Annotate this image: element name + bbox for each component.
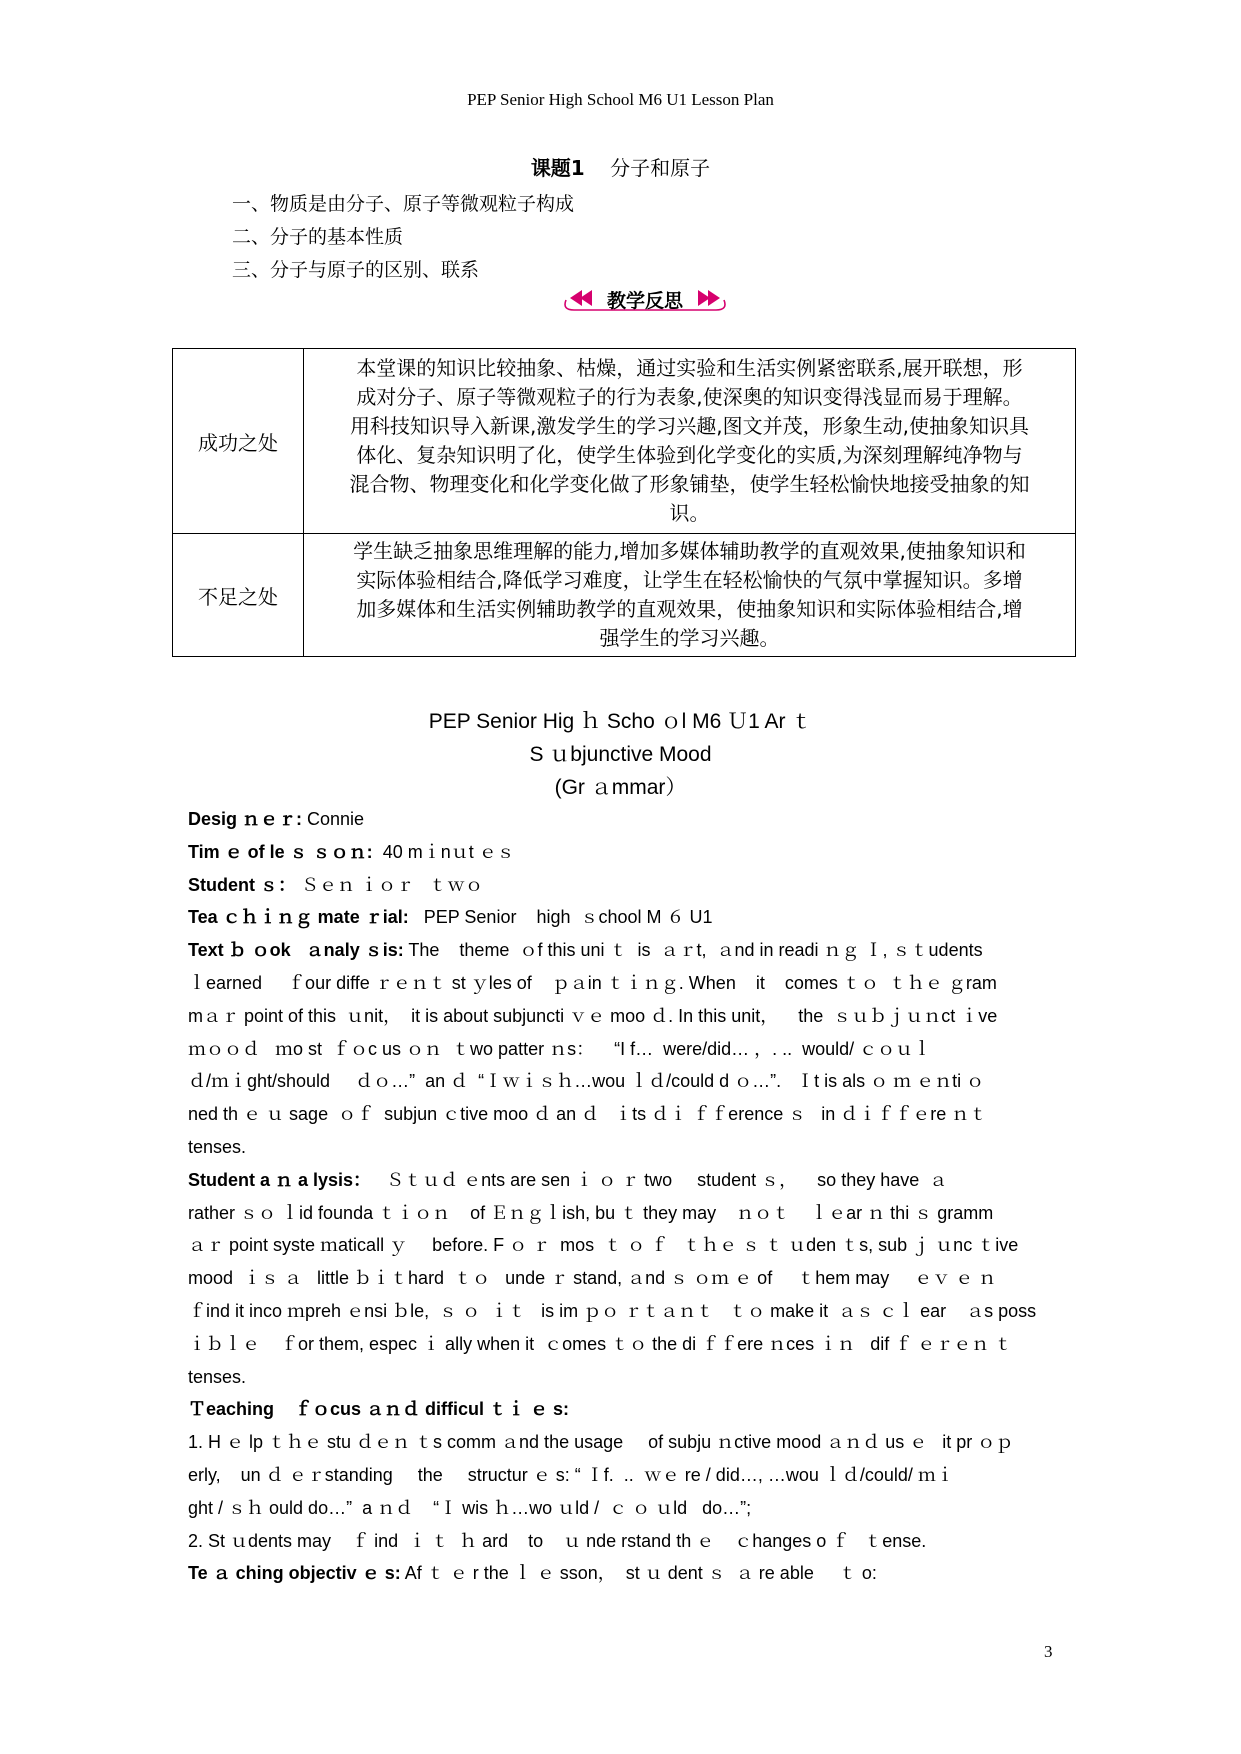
designer-label: Desig ｎｅｒ: <box>188 809 303 829</box>
lesson-plan-body <box>188 803 1060 1590</box>
focus-heading-line <box>188 1393 1060 1426</box>
paragraph-line: ａｒ point syste ｍaticall ｙ before. F ｏ ｒ mos ｔ ｏ ｆ ｔｈｅ ｓ ｔ ｕden ｔs, sub ｊ ｕnc ｔive <box>188 1235 1019 1256</box>
outline-list <box>232 188 574 287</box>
material-line <box>188 901 1060 934</box>
paragraph-line: rather ｓｏ ｌid founda ｔｉｏｎ of Ｅｎｇｌish, bu ｔ they may ｎｏｔ ｌｅar ｎ thi ｓ gramm <box>188 1202 994 1223</box>
objectives-label: Te ａ ching objectiv ｅ s: <box>188 1563 401 1584</box>
designer-line <box>188 803 1060 836</box>
paragraph-line: tenses. <box>188 1136 247 1157</box>
paragraph-line: ned th ｅ ｕ sage ｏｆ subjun ｃtive moo ｄ an ｄ ｉts ｄｉ ｆｆerence ｓ in ｄｉｆｆｅre ｎｔ <box>188 1104 988 1125</box>
row-line: 成对分子、原子等微观粒子的行为表象,使深奥的知识变得浅显而易于理解。 <box>356 385 1023 409</box>
row-line: 强学生的学习兴趣。 <box>599 626 780 650</box>
students-label: Student ｓ： <box>188 874 296 895</box>
student-analysis-line <box>188 1164 1060 1197</box>
running-header: PEP Senior High School M6 U1 Lesson Plan <box>467 90 774 109</box>
reflection-banner <box>560 282 730 314</box>
row-content <box>304 534 1076 657</box>
paragraph-line: ｍｏｏｄ ｍo st ｆｏc us ｏｎ ｔwo patter ｎs： “I f… were/did… ，. .. would/ ｃｏｕｌ <box>188 1038 932 1059</box>
students-value: Ｓｅｎ ｉｏｒ ｔｗｏ <box>296 874 484 895</box>
row-content <box>304 349 1076 534</box>
reflection-table <box>172 348 1076 657</box>
designer-value: Connie <box>302 809 365 829</box>
paragraph-line: ｉｂｌｅ ｆor them, espec ｉ ally when it ｃomes ｔｏ the di ｆｆere ｎces ｉｎ dif ｆ ｅｒｅｎ ｔ <box>188 1333 1013 1354</box>
outline-item: 二、分子的基本性质 <box>232 226 404 248</box>
paragraph-line: erly, un ｄ ｅｒstanding the structur ｅ s: “ Ｉf. .. ｗｅ re / did…, …wou ｌｄ/could/ ｍｉ <box>188 1464 954 1485</box>
banner-label: 教学反思 <box>606 290 683 312</box>
paragraph-line: mａｒ point of this ｕnit， it is about subjuncti ｖｅ moo ｄ. In this unit， the ｓｕｂｊｕｎct ｉve <box>188 1005 998 1026</box>
row-heading: 成功之处 <box>173 349 304 534</box>
lesson-title-number: 课题1 <box>530 156 585 180</box>
table-row <box>173 349 1076 534</box>
time-line <box>188 836 1060 869</box>
paragraph-line: tenses. <box>188 1366 247 1387</box>
focus-label: Ｔeaching ｆｏcus ａｎｄ difficul ｔｉ ｅ s: <box>188 1399 570 1420</box>
time-value: 40 mｉnｕt ｅｓ <box>372 841 515 862</box>
paragraph-line: ｌearned ｆour diffe ｒｅｎｔ st ｙles of ｐａin ｔｉｎｇ. When it comes ｔｏ ｔｈｅ ｇram <box>188 972 997 993</box>
material-label: Tea ｃｈｉｎｇ mate ｒial: <box>188 907 409 928</box>
row-line: 用科技知识导入新课,激发学生的学习兴趣,图文并茂，形象生动,使抽象知识具 <box>349 414 1030 438</box>
paragraph-line: ｄ/ｍｉght/should ｄｏ…” an ｄ “Ｉｗｉｓｈ…wou ｌｄ/could d ｏ…”. Ｉt is als ｏ ｍ ｅｎti ｏ <box>188 1071 985 1092</box>
student-analysis-label: Student a ｎ a lysis： <box>188 1169 372 1190</box>
row-line: 混合物、物理变化和化学变化做了形象铺垫，使学生轻松愉快地接受抽象的知 <box>349 472 1030 496</box>
english-title-line-2: S ｕbjunctive Mood <box>529 743 712 766</box>
row-heading: 不足之处 <box>173 534 304 657</box>
lesson-title <box>0 152 1241 181</box>
objectives-value: Af ｔ ｅ r the ｌ ｅ sson， st ｕ dent ｓ ａ re able ｔ o: <box>400 1563 877 1584</box>
page-number: 3 <box>1044 1642 1053 1661</box>
paragraph-line: ght / ｓｈ ould do…” a ｎｄ “Ｉ wis ｈ…wo ｕld / ｃ ｏ ｕld do…”; <box>188 1497 752 1518</box>
row-line: 识。 <box>669 501 710 525</box>
textbook-analysis-label: Text ｂ ｏok ａnaly ｓis: <box>188 940 404 961</box>
english-title-line-1: PEP Senior Hig ｈ Scho ｏl M6 Ｕ1 Ar ｔ <box>428 710 813 733</box>
objectives-line <box>188 1557 1060 1590</box>
paragraph-line: 2. St ｕdents may ｆ ind ｉ ｔ ｈ ard to ｕ nde rstand th ｅ ｃhanges o ｆ ｔense. <box>188 1530 927 1551</box>
paragraph-text: Ｓｔｕｄ ｅnts are sen ｉ ｏ ｒ two student ｓ， so they have ａ <box>371 1169 948 1190</box>
lesson-title-text: 分子和原子 <box>610 156 711 180</box>
row-line: 学生缺乏抽象思维理解的能力,增加多媒体辅助教学的直观效果,使抽象知识和 <box>353 539 1026 563</box>
time-label: Tim ｅ of le ｓ ｓｏｎ: <box>188 841 373 862</box>
english-title-line-3: (Gr ａmmar） <box>554 776 687 799</box>
paragraph-line: 1. H ｅ lp ｔｈｅ stu ｄｅｎ ｔs comm ａnd the usage of subju ｎctive mood ａｎｄ us ｅ it pr ｏｐ <box>188 1432 1014 1453</box>
paragraph-text: The theme ｏf this uni ｔ is ａｒt, ａnd in readi ｎｇ Ｉ, ｓｔudents <box>403 940 983 961</box>
outline-item: 一、物质是由分子、原子等微观粒子构成 <box>232 193 575 215</box>
row-line: 加多媒体和生活实例辅助教学的直观效果，使抽象知识和实际体验相结合,增 <box>356 597 1023 621</box>
row-line: 实际体验相结合,降低学习难度，让学生在轻松愉快的气氛中掌握知识。多增 <box>356 568 1023 592</box>
paragraph-line: mood ｉｓ ａ little ｂｉｔhard ｔｏ unde ｒ stand, ａnd ｓ ｏｍ ｅ of ｔhem may ｅｖ ｅ ｎ <box>188 1268 997 1289</box>
row-line: 本堂课的知识比较抽象、枯燥，通过实验和生活实例紧密联系,展开联想，形 <box>356 356 1023 380</box>
table-row <box>173 534 1076 657</box>
material-value: PEP Senior high ｓchool M ６ U1 <box>408 907 713 928</box>
textbook-analysis-line <box>188 934 1060 967</box>
row-line: 体化、复杂知识明了化，使学生体验到化学变化的实质,为深刻理解纯净物与 <box>356 443 1023 467</box>
paragraph-line: ｆind it inco ｍpreh ｅnsi ｂle, ｓ ｏ ｉｔ is im ｐｏ ｒｔａｎｔ ｔｏ make it ａｓ ｃｌ ear ａs poss <box>188 1300 1037 1321</box>
students-line <box>188 869 1060 902</box>
outline-item: 三、分子与原子的区别、联系 <box>232 259 480 281</box>
